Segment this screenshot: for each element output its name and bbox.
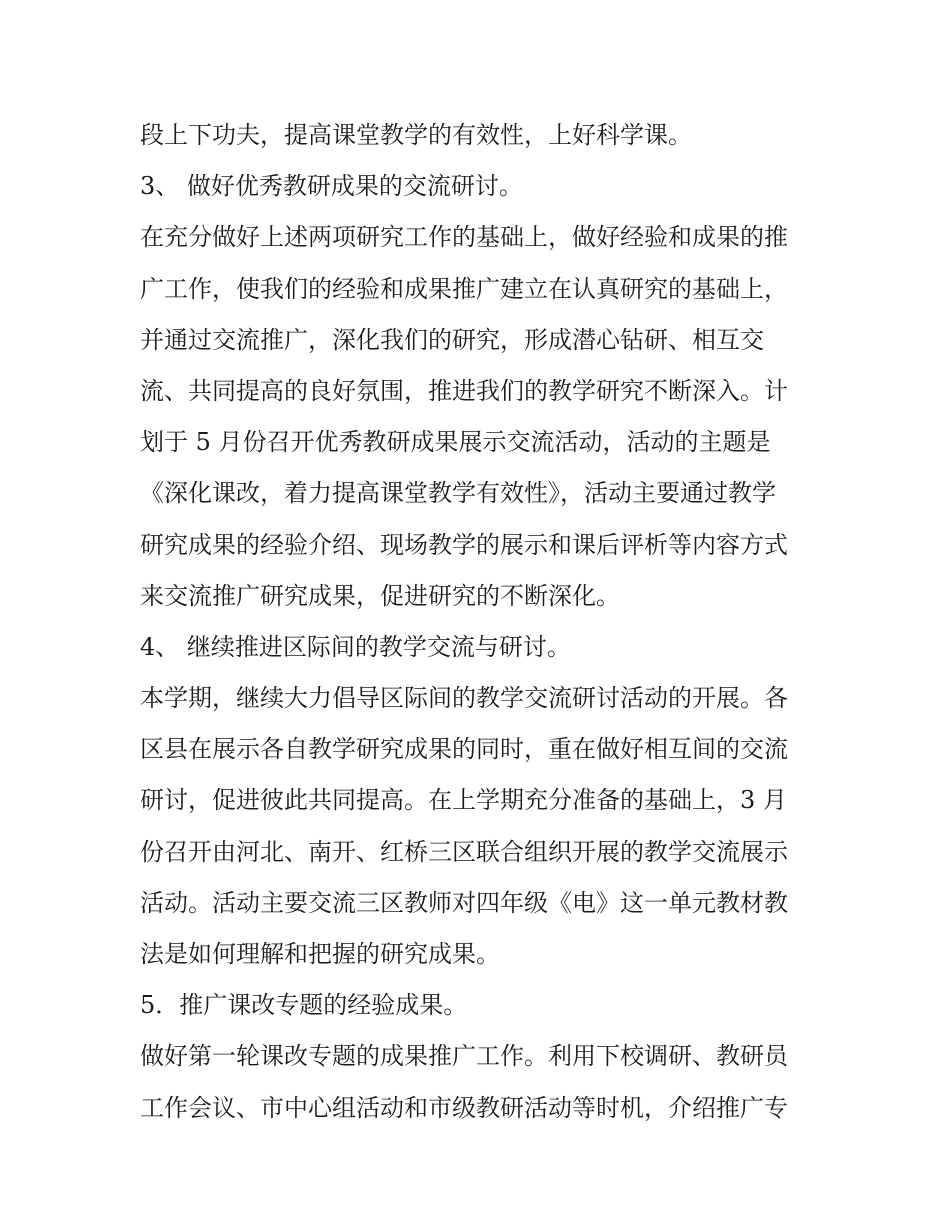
text-line: 《深化课改，着力提高课堂教学有效性》，活动主要通过教学 xyxy=(140,479,776,508)
text-line: 工作会议、市中心组活动和市级教研活动等时机，介绍推广专 xyxy=(140,1093,788,1122)
text-line: 研究成果的经验介绍、现场教学的展示和课后评析等内容方式 xyxy=(140,530,788,559)
text-line: 划于 5 月份召开优秀教研成果展示交流活动，活动的主题是 xyxy=(140,428,771,457)
text-line: 段上下功夫，提高课堂教学的有效性，上好科学课。 xyxy=(140,121,692,149)
text-line: 法是如何理解和把握的研究成果。 xyxy=(140,940,500,968)
text-line: 研讨，促进彼此共同提高。在上学期充分准备的基础上，3 月 xyxy=(140,786,787,815)
text-line: 做好第一轮课改专题的成果推广工作。利用下校调研、教研员 xyxy=(140,1042,788,1071)
text-line: 广工作，使我们的经验和成果推广建立在认真研究的基础上， xyxy=(140,274,788,303)
text-line: 在充分做好上述两项研究工作的基础上，做好经验和成果的推 xyxy=(140,223,788,252)
document-body xyxy=(140,110,820,1134)
section-heading-3: 3、 做好优秀教研成果的交流研讨。 xyxy=(140,172,523,201)
text-line: 本学期，继续大力倡导区际间的教学交流研讨活动的开展。各 xyxy=(140,684,788,713)
text-line: 区县在展示各自教学研究成果的同时，重在做好相互间的交流 xyxy=(140,735,788,764)
section-heading-4: 4、 继续推进区际间的教学交流与研讨。 xyxy=(140,632,571,661)
text-line: 份召开由河北、南开、红桥三区联合组织开展的教学交流展示 xyxy=(140,837,788,866)
text-line: 来交流推广研究成果，促进研究的不断深化。 xyxy=(140,581,620,610)
text-line: 活动。活动主要交流三区教师对四年级《电》这一单元教材教 xyxy=(140,888,788,917)
text-line: 流、共同提高的良好氛围，推进我们的教学研究不断深入。计 xyxy=(140,376,788,405)
section-heading-5: 5．推广课改专题的经验成果。 xyxy=(140,991,468,1020)
text-line: 并通过交流推广，深化我们的研究，形成潜心钻研、相互交 xyxy=(140,325,764,354)
